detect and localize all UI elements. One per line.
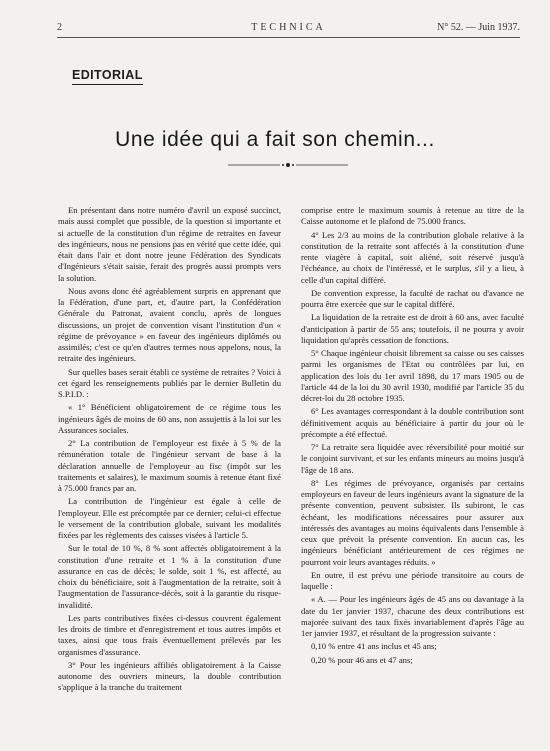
paragraph: Sur le total de 10 %, 8 % sont affectés obligatoirement à la constitution d'une retraite et 1 % à la constitution d'une assurance en cas de décès; le solde, soit 1 %, est affecté, au choix du bénéficiaire, soit à l'augmentation de la retraite, soit à l'augmentation de l'assurance-décès, soit à la garantie du risque-invalidité. [58,543,281,610]
section-label: EDITORIAL [72,68,143,85]
paragraph: comprise entre le maximum soumis à retenue au titre de la Caisse autonome et le plafond de 75.000 francs. [301,205,524,227]
right-column [301,205,524,668]
paragraph: Nous avons donc été agréablement surpris en apprenant que la Fédération, d'une part, et, d'autre part, la Confédération Générale du Patronat, avaient conclu, après de longues discussions, un projet de convention visant l'institution d'un « régime de prévoyance » en faveur des ingénieurs diplômés ou assimilés; c'est ce qu'en d'autres termes nous appelons, nous, la retraite des ingénieurs. [58,285,281,364]
paragraph: 7° La retraite sera liquidée avec réversibilité pour moitié sur le conjoint survivant, et sur les enfants mineurs au moins jusqu'à l'âge de 18 ans. [301,442,524,475]
paragraph: 0,20 % pour 46 ans et 47 ans; [311,654,413,665]
paragraph: Sur quelles bases serait établi ce système de retraites ? Voici à cet égard les renseignements publiés par le dernier Bulletin du S.P.I.D. : [58,366,281,399]
header-rule [57,37,520,38]
paragraph: De convention expresse, la faculté de rachat ou d'avance ne pourra être exercée que sur le capital différé. [301,287,524,309]
running-head [57,22,520,36]
paragraph: Les parts contributives fixées ci-dessus couvrent également les droits de timbre et d'enregistrement et tous autres impôts et taxes, ainsi que tous frais éventuellement prélevés par les organismes d'assurance. [58,612,281,657]
paragraph: 2° La contribution de l'employeur est fixée à 5 % de la rémunération totale de l'ingénieur servant de base à la déclaration annuelle de l'employeur au fisc (impôt sur les traitements et salaires), le maximum soumis à retenue étant fixé à 75.000 francs par an. [58,438,281,493]
ornament-divider [228,161,348,169]
paragraph: 6° Les avantages correspondant à la double contribution sont définitivement acquis au bénéficiaire à partir du jour où le précompte a été effectué. [301,406,524,439]
paragraph: 8° Les régimes de prévoyance, organisés par certains employeurs en faveur de leurs ingénieurs avant la signature de la présente convention, peuvent subsister. Ils subiront, le cas échéant, les modifications nécessaires pour assurer aux intéressés des avantages au moins équivalents dans l'ensemble à ceux que prévoit la présente convention. En aucun cas, les ingénieurs bénéficiant antérieurement de ces régimes ne pourront voir leurs avantages réduits. » [301,477,524,567]
left-column [58,205,281,696]
paragraph: « A. — Pour les ingénieurs âgés de 45 ans ou davantage à la date du 1er janvier 1937, chacune des deux contributions est majorée suivant des taux fixés invariablement d'après l'âge au 1er janvier 1937, et résultant de la progression suivante : [301,594,524,638]
paragraph: 0,10 % entre 41 ans inclus et 45 ans; [311,641,437,652]
paragraph: La liquidation de la retraite est de droit à 60 ans, avec faculté d'anticipation à partir de 55 ans; toutefois, il ne pourra y avoir liquidation qu'après cessation de fonctions. [301,312,524,345]
paragraph: En outre, il est prévu une période transitoire au cours de laquelle : [301,569,524,591]
issue-date: N° 52. — Juin 1937. [437,22,520,33]
paragraph: 3° Pour les ingénieurs affiliés obligatoirement à la Caisse autonome des ouvriers mineurs, la double contribution s'applique à la tranche du traitement [58,659,281,693]
paragraph: 5° Chaque ingénieur choisit librement sa caisse ou ses caisses parmi les organismes de l'Etat ou contrôlées par lui, en application des lois du 1er avril 1898, du 17 mars 1905 ou de l'article 44 de la loi du 30 avril 1930, modifié par l'article 35 du décret-loi du 28 octobre 1935. [301,348,524,403]
paragraph: « 1° Bénéficient obligatoirement de ce régime tous les ingénieurs âgés de moins de 60 ans, non assujettis à la loi sur les Assurances sociales. [58,402,281,435]
headline: Une idée qui a fait son chemin... [115,128,435,151]
journal-title: TECHNICA [251,22,326,33]
paragraph: La contribution de l'ingénieur est égale à celle de l'employeur. Elle est précomptée par ce dernier; celui-ci effectue le versement de la contribution globale, suivant les modalités fixées par les règlements des caisses visées à l'article 5. [58,496,281,540]
paragraph: 4° Les 2/3 au moins de la contribution globale relative à la constitution de la retraite sont affectés à la constitution d'une rente viagère à capital, soit aliéné, soit réservé jusqu'à l'échéance, au choix de l'intéressé, et le surplus, s'il y a lieu, à celle d'un capital différé. [301,229,524,285]
page-number: 2 [57,22,62,33]
paragraph: En présentant dans notre numéro d'avril un exposé succinct, mais aussi complet que possible, de la question si importante et si actuelle de la constitution d'un régime de retraites en faveur des ingénieurs, nous ne pensions pas en vérité que cette idée, qui était dans l'air et dont notre jeune Fédération des Syndicats d'Ingénieurs s'était saisie, ferait des progrès aussi prompts vers la solution. [58,205,281,283]
